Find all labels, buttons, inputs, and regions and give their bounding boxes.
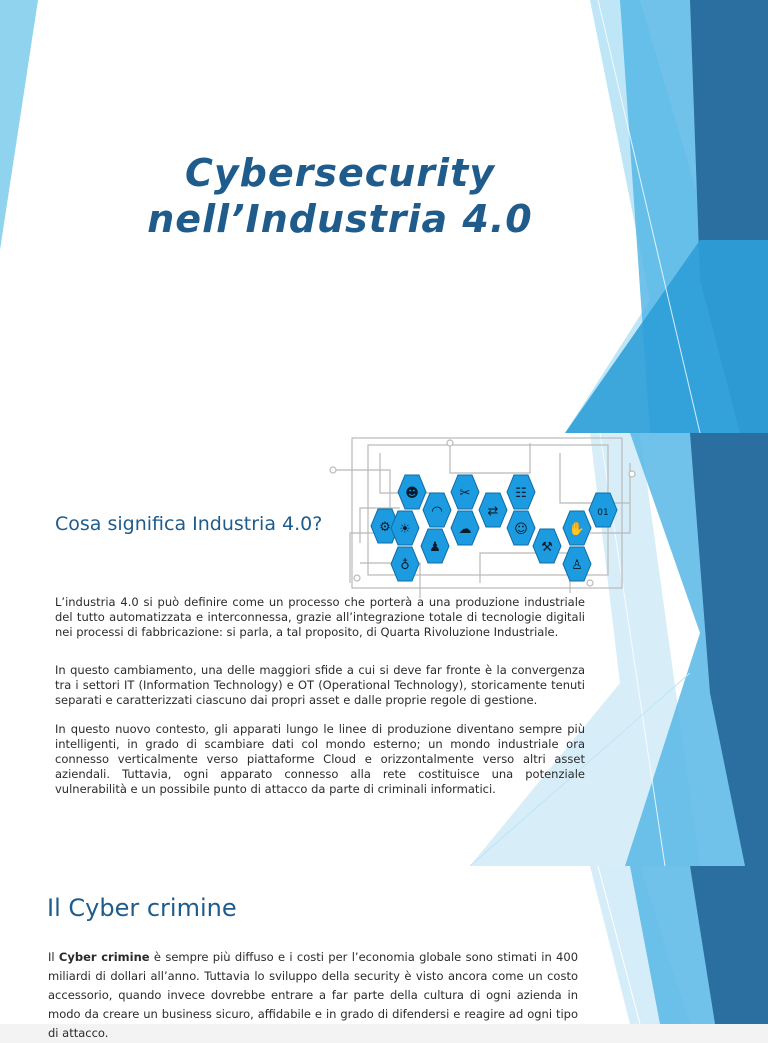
world-map-icon: ♁ bbox=[400, 558, 410, 573]
industry-network-illustration bbox=[330, 433, 640, 603]
slide-cyber-crimine bbox=[0, 866, 768, 1040]
paragraph bbox=[48, 948, 578, 1043]
tools-icon: ✂ bbox=[459, 486, 471, 501]
paragraph-rest: è sempre più diffuso e i costi per l’economia globale sono stimati in 400 miliardi di dollari all’anno. Tuttavia lo sviluppo della security è visto ancora come un costo accessorio, quando invece dovrebbe entrare a far parte della cultura di ogni azienda in modo da creare un business sicuro, affidabile e in grado di difendersi e reagire ad ogni tipo di attacco. bbox=[48, 950, 579, 1040]
wifi-icon: ◠ bbox=[431, 504, 443, 519]
paragraph: In questo nuovo contesto, gli apparati lungo le linee di produzione diventano sempre più intelligenti, in grado di scambiare dati col mondo esterno; un mondo industriale ora connesso verticalmente verso piattaforme Cloud e orizzontalmente verso altri asset aziendali. Tuttavia, ogni apparato connesso alla rete costituisce una potenziale vulnerabilità e un possibile punto di attacco da parte di criminali informatici. bbox=[55, 722, 585, 796]
robot-icon: ♙ bbox=[571, 558, 583, 573]
left-accent-shape bbox=[0, 0, 38, 250]
paragraph-prefix: Il bbox=[48, 950, 59, 964]
robot-arm-icon: ⚒ bbox=[541, 540, 553, 555]
paragraph: In questo cambiamento, una delle maggiori sfide a cui si deve far fronte è la convergenza tra i settori IT (Information Technology) e OT (Operational Technology), storicamente tenuti separati e caratterizzati ciascuno dai propri asset e dalle proprie regole di gestione. bbox=[55, 663, 585, 707]
section-heading: Il Cyber crimine bbox=[47, 894, 237, 922]
lightbulb-icon: ☀ bbox=[399, 522, 411, 537]
paragraph-bold-term: Cyber crimine bbox=[58, 950, 150, 964]
section-heading: Cosa significa Industria 4.0? bbox=[55, 513, 323, 535]
slide-industria bbox=[0, 433, 768, 866]
slide-title-text bbox=[130, 150, 550, 242]
worker-icon: ☻ bbox=[405, 486, 419, 501]
gear-icon: ⚙ bbox=[379, 520, 391, 535]
slide-title bbox=[0, 0, 768, 433]
paragraph: L’industria 4.0 si può definire come un processo che porterà a una produzione industriale del tutto automatizzata e interconnessa, grazie all’integrazione totale di tecnologie digitali nei processi di fabbricazione: si parla, a tal proposito, di Quarta Rivoluzione Industriale. bbox=[55, 595, 585, 639]
binary-icon: 01 bbox=[597, 508, 609, 518]
ai-head-icon: ☺ bbox=[514, 522, 528, 537]
gear-hand-icon: ✋ bbox=[568, 522, 586, 537]
title-line-2: nell’Industria 4.0 bbox=[147, 197, 533, 241]
org-chart-icon: ☷ bbox=[515, 486, 527, 501]
title-line-1: Cybersecurity bbox=[184, 151, 496, 195]
handshake-icon: ⇄ bbox=[487, 504, 499, 519]
meeting-icon: ♟ bbox=[429, 540, 441, 555]
cloud-icon: ☁ bbox=[458, 522, 472, 537]
